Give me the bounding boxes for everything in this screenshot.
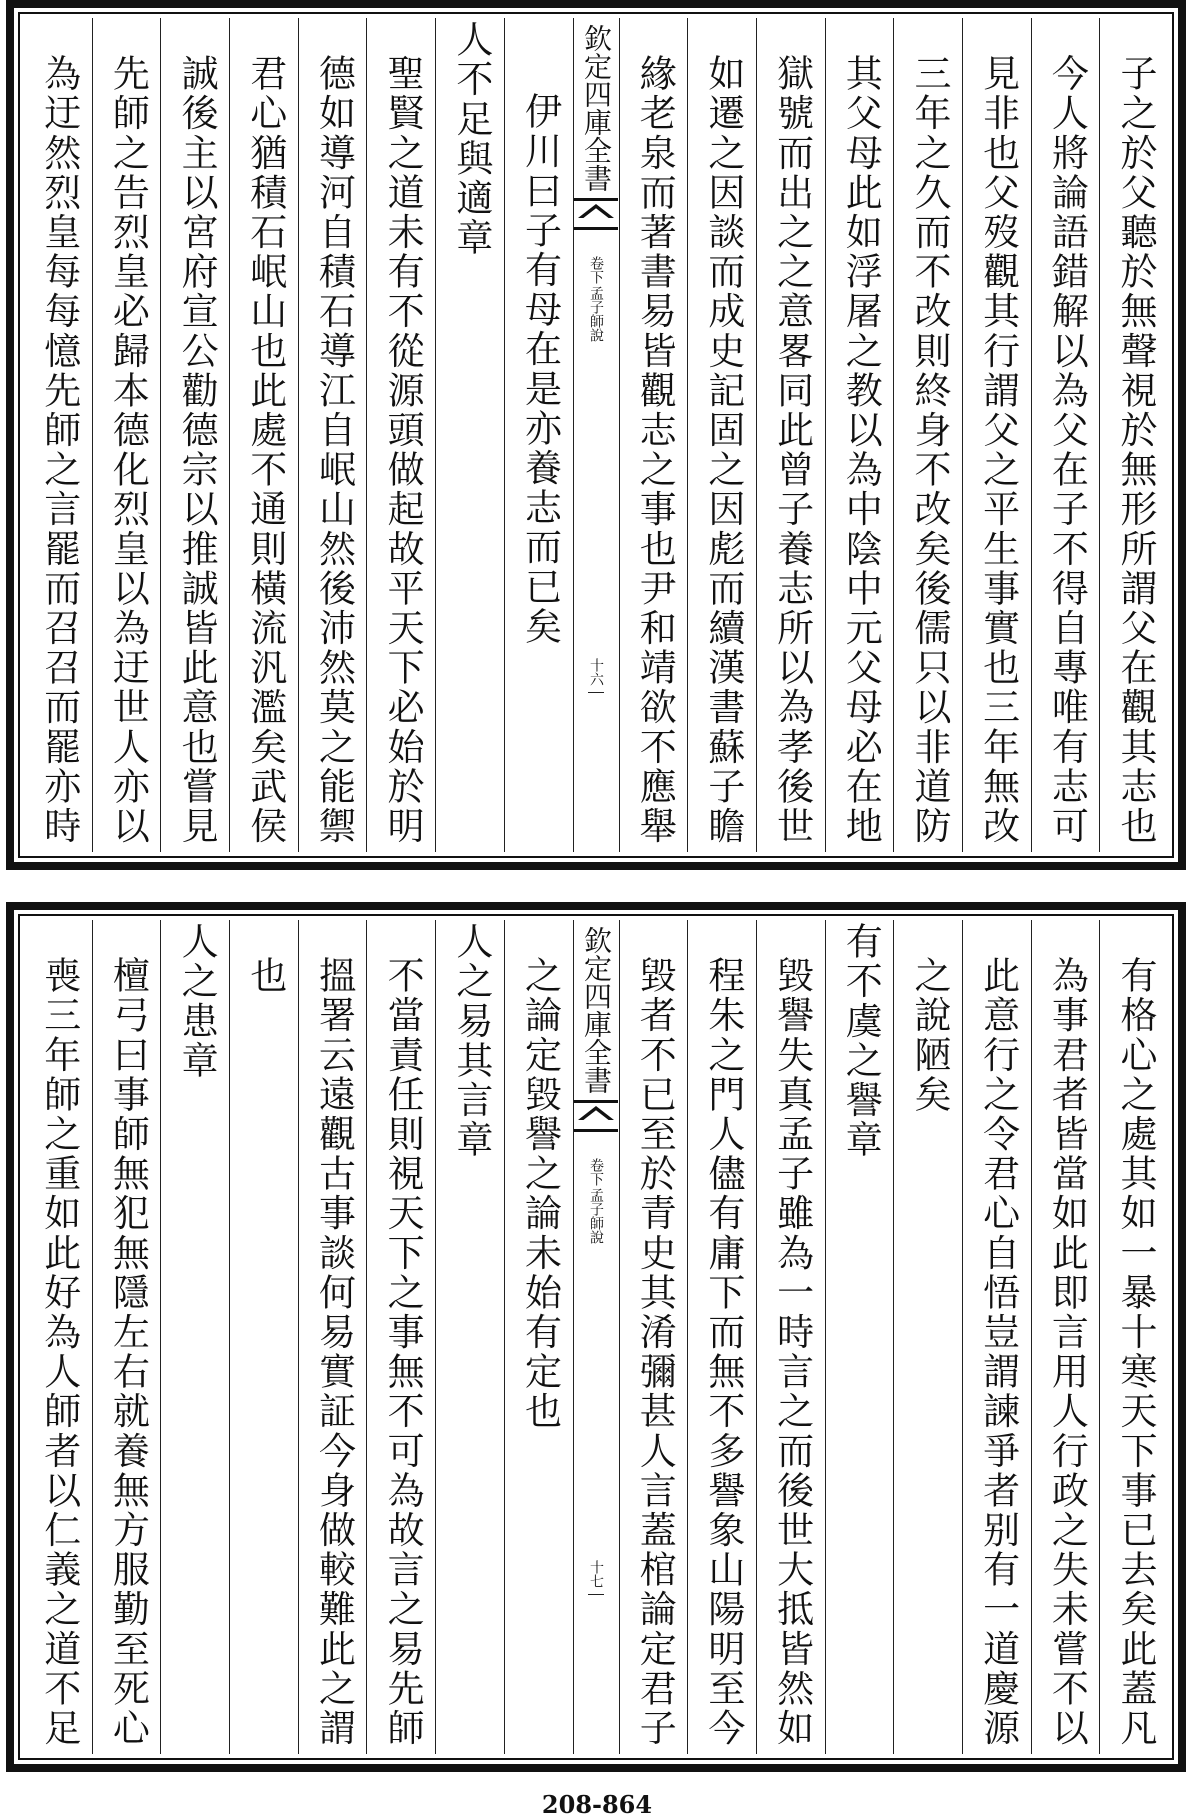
- chapter-heading: 人不足與適章: [435, 18, 504, 852]
- center-fold: [573, 18, 619, 852]
- catalog-number: 208-864: [541, 1790, 653, 1819]
- text-column: 君心猶積石岷山也此處不通則橫流汎濫矣武侯: [229, 18, 298, 852]
- text-column: 先師之告烈皇必歸本德化烈皇以為迂世人亦以: [92, 18, 161, 852]
- text-columns-top: [24, 18, 1168, 852]
- page-bottom: [6, 902, 1186, 1772]
- text-column: 緣老泉而著書易皆觀志之事也尹和靖欲不應舉: [619, 18, 688, 852]
- text-column: 為事君者皆當如此即言用人行政之失未嘗不以: [1031, 920, 1100, 1754]
- text-column: 德如導河自積石導江自岷山然後沛然莫之能禦: [298, 18, 367, 852]
- text-column: 子之於父聽於無聲視於無形所謂父在觀其志也: [1099, 18, 1168, 852]
- text-column: 為迂然烈皇每每憶先師之言罷而召召而罷亦時: [37, 54, 81, 846]
- volume-label: 卷下: [588, 256, 604, 284]
- text-columns-bottom: [24, 920, 1168, 1754]
- text-column: 毀譽失真孟子雖為一時言之而後世大抵皆然如: [756, 920, 825, 1754]
- text-column: 誠後主以宮府宣公勸德宗以推誠皆此意也嘗見: [160, 18, 229, 852]
- text-column: 毀者不已至於青史其淆彌甚人言蓋棺論定君子: [619, 920, 688, 1754]
- folio-number: 十六: [588, 658, 604, 693]
- text-column: 聖賢之道未有不從源頭做起故平天下必始於明: [366, 18, 435, 852]
- text-column: 三年之久而不改則終身不改矣後儒只以非道防: [893, 18, 962, 852]
- text-column: 今人將論語錯解以為父在子不得自專唯有志可: [1031, 18, 1100, 852]
- text-column: 喪三年師之重如此好為人師者以仁義之道不足: [37, 956, 81, 1748]
- folio-number: 十七: [588, 1560, 604, 1595]
- center-fold: [573, 920, 619, 1754]
- book-title: 欽定四庫全書: [580, 926, 613, 1094]
- fish-tail-ornament-icon: [574, 1100, 618, 1132]
- page-top: [6, 0, 1186, 870]
- work-title: 孟子師說: [588, 1188, 604, 1244]
- text-column: 其父母此如浮屠之教以為中陰中元父母必在地: [825, 18, 894, 852]
- text-column: 獄號而出之之意畧同此曾子養志所以為孝後世: [756, 18, 825, 852]
- book-title: 欽定四庫全書: [580, 24, 613, 192]
- fold-meta: [588, 1158, 604, 1244]
- text-column: 也: [229, 920, 298, 1754]
- text-column: 檀弓曰事師無犯無隱左右就養無方服勤至死心: [92, 920, 161, 1754]
- chapter-heading: 人之易其言章: [435, 920, 504, 1754]
- text-column: 有格心之處其如一暴十寒天下事已去矣此蓋凡: [1099, 920, 1168, 1754]
- work-title: 孟子師說: [588, 286, 604, 342]
- text-column: 此意行之令君心自悟豈謂諫爭者别有一道慶源: [962, 920, 1031, 1754]
- chapter-heading: 有不虞之譽章: [825, 920, 894, 1754]
- text-column: 見非也父歿觀其行謂父之平生事實也三年無改: [962, 18, 1031, 852]
- text-column: 搵署云遠觀古事談何易實証今身做較難此之謂: [298, 920, 367, 1754]
- fold-meta: [588, 256, 604, 342]
- text-column: 如遷之因談而成史記固之因彪而續漢書蘇子瞻: [687, 18, 756, 852]
- chapter-heading: 人之患章: [160, 920, 229, 1754]
- text-column: 之說陋矣: [893, 920, 962, 1754]
- text-column: 不當責任則視天下之事無不可為故言之易先師: [366, 920, 435, 1754]
- text-column: 伊川曰子有母在是亦養志而已矣: [504, 18, 573, 852]
- text-column: 之論定毀譽之論未始有定也: [504, 920, 573, 1754]
- text-column: 程朱之門人儘有庸下而無不多譽象山陽明至今: [687, 920, 756, 1754]
- fish-tail-ornament-icon: [574, 198, 618, 230]
- volume-label: 卷下: [588, 1158, 604, 1186]
